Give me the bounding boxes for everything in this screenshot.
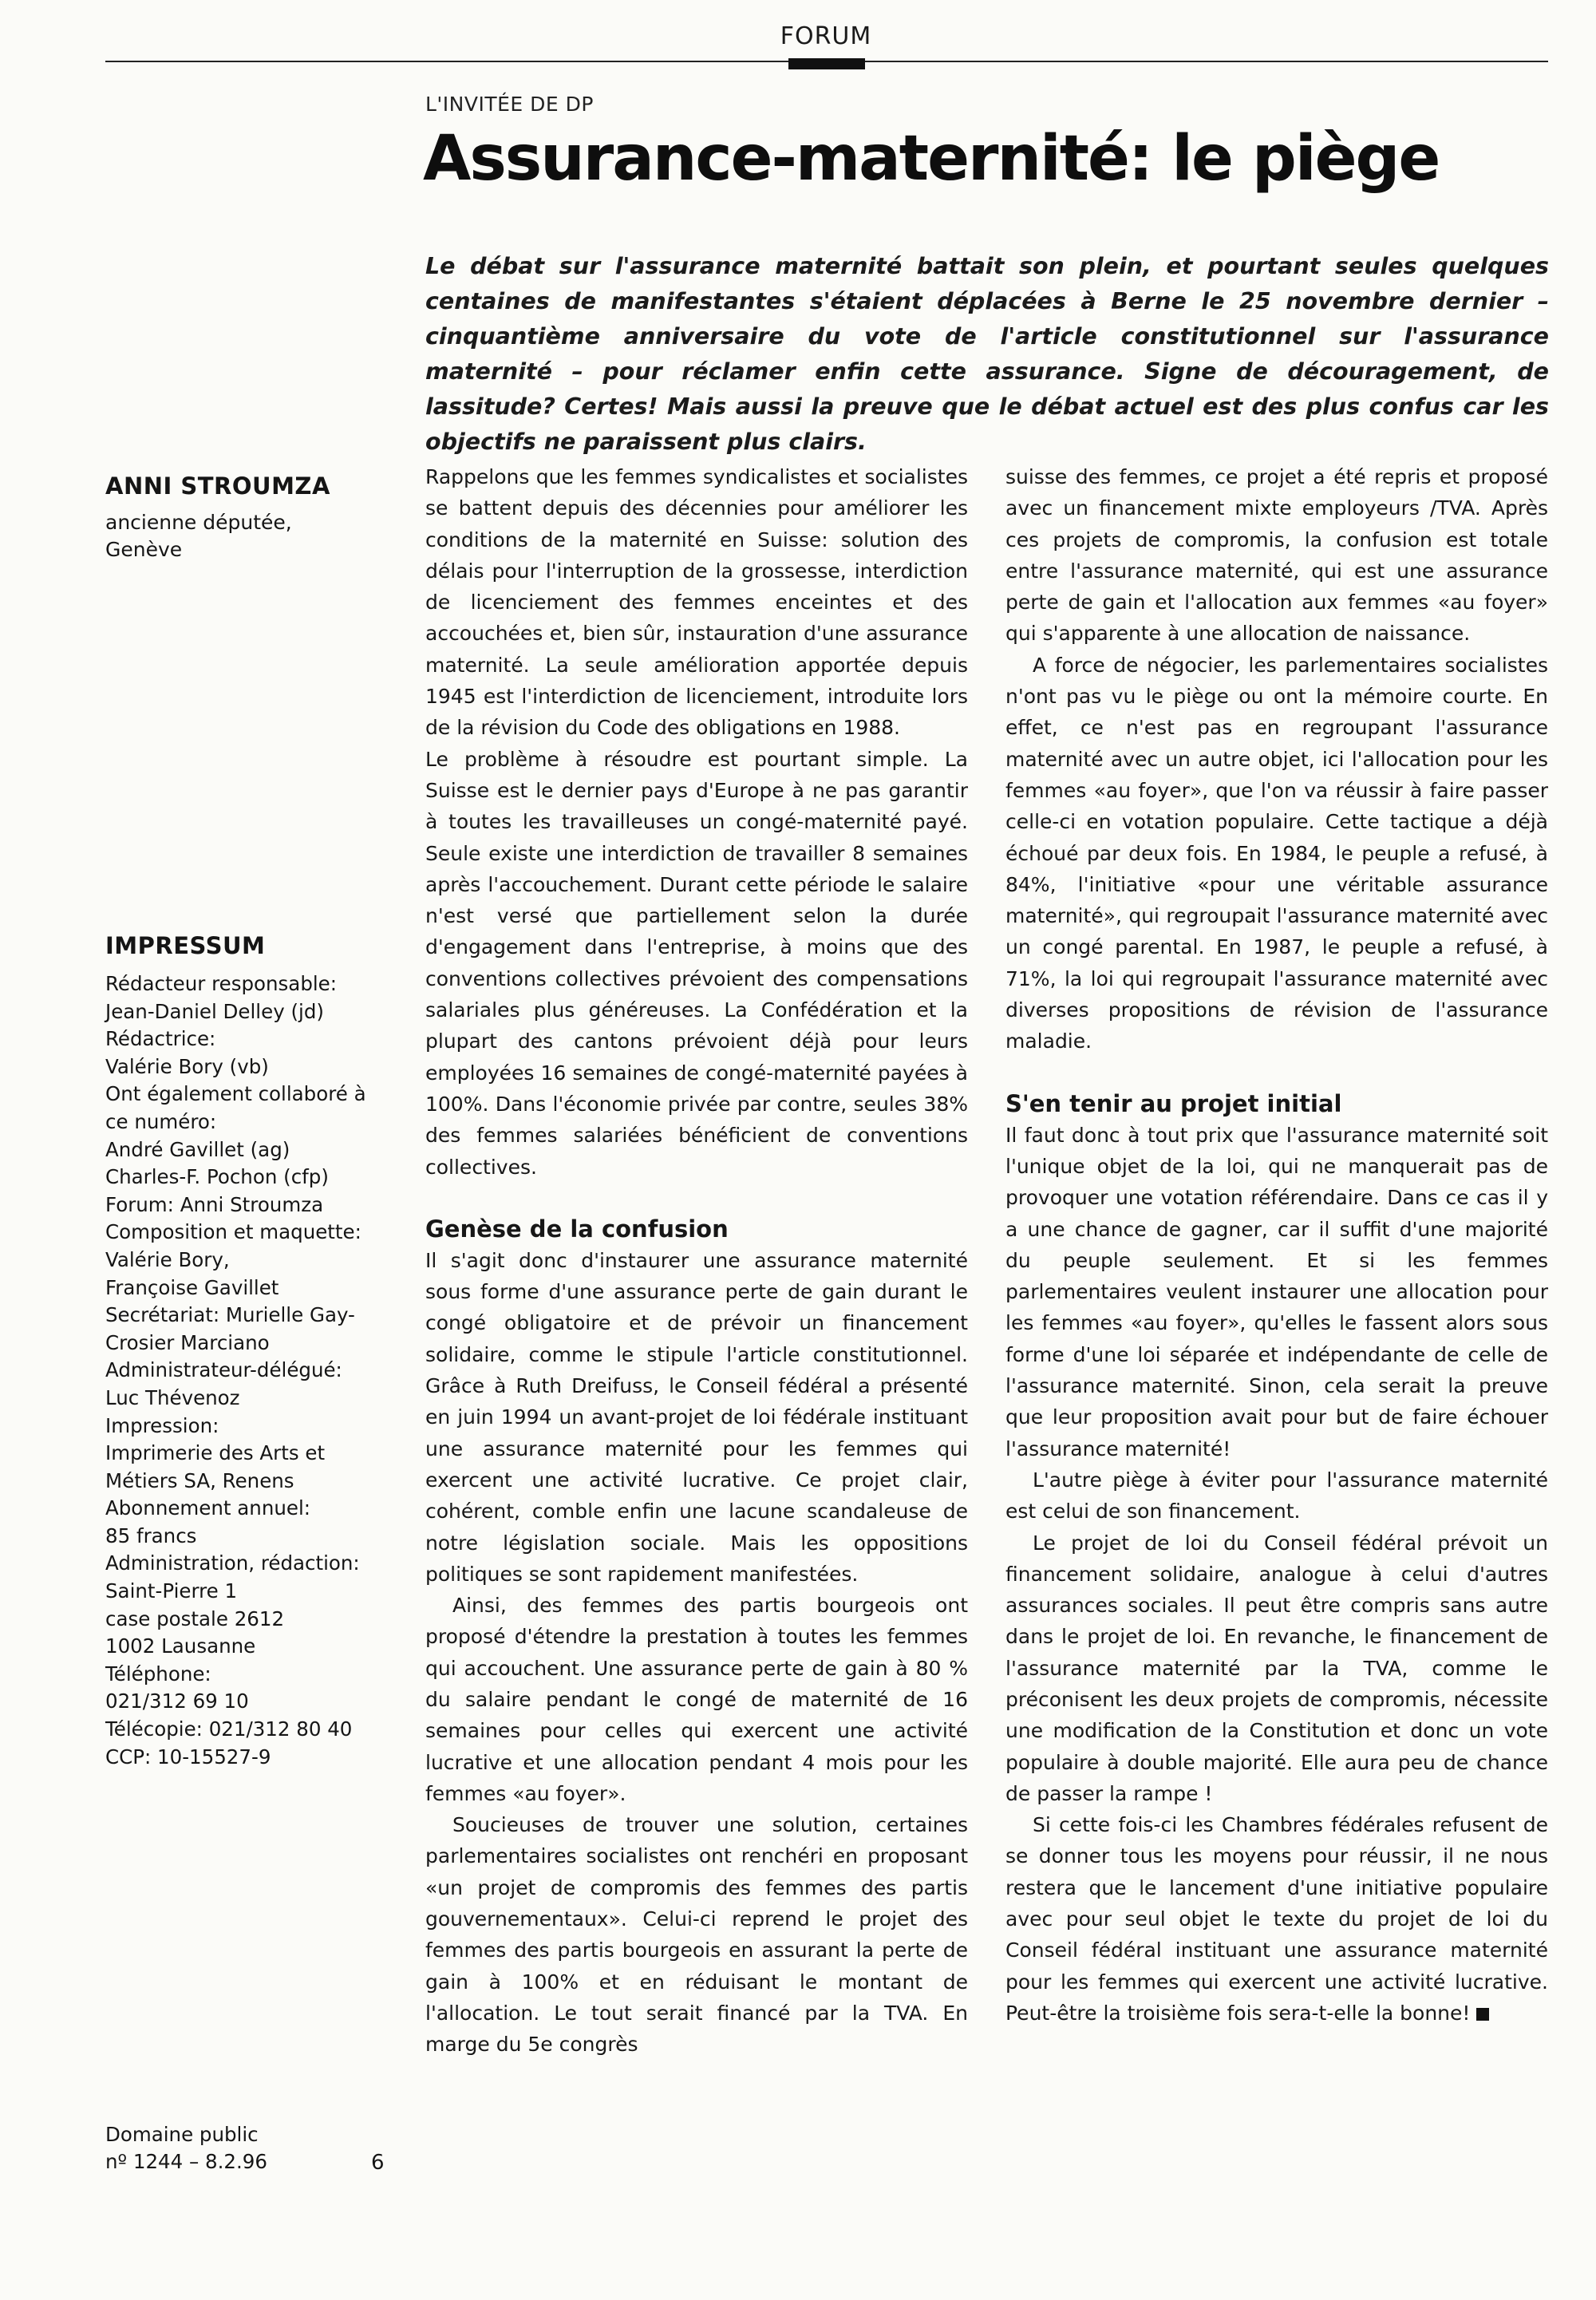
impressum-line: Téléphone: <box>105 1662 211 1685</box>
column1-paragraph-5: Soucieuses de trouver une solution, certaines parlementaires socialistes ont renchéri en proposant «un projet de compromis des femmes des partis gouvernementaux». Celui-ci reprend le projet des femmes des partis bourgeois en assurant la perte de gain à 100% et en réduisant le montant de l'allocation. Le tout serait financé par la TVA. En marge du 5e congrès <box>425 1813 968 2057</box>
impressum-line: André Gavillet (ag) <box>105 1137 290 1161</box>
impressum-line: Imprimerie des Arts et <box>105 1441 326 1465</box>
impressum-line: case postale 2612 <box>105 1606 285 1630</box>
impressum-line: Ont également collaboré à <box>105 1082 366 1106</box>
column2-subheading: S'en tenir au projet initial <box>1005 1089 1342 1117</box>
footer-issue: nº 1244 – 8.2.96 <box>105 2150 267 2173</box>
impressum-line: Administration, rédaction: <box>105 1551 360 1575</box>
article-column-1 <box>425 461 968 2061</box>
impressum-line: Impression: <box>105 1413 219 1437</box>
impressum-line: Jean-Daniel Delley (jd) <box>105 999 324 1023</box>
impressum-line: Métiers SA, Renens <box>105 1468 294 1492</box>
column2-paragraph-4: L'autre piège à éviter pour l'assurance maternité est celui de son financement. <box>1005 1468 1548 1523</box>
impressum-line: 85 francs <box>105 1523 197 1547</box>
impressum-line: Rédacteur responsable: <box>105 972 338 995</box>
column2-paragraph-6 <box>1005 1809 1548 2029</box>
end-of-article-mark <box>1476 2008 1489 2021</box>
column1-paragraph-1: Rappelons que les femmes syndicalistes et socialistes se battent depuis des décennies pour améliorer les conditions de la maternité en Suisse: solution des délais pour l'interruption de la grossesse, interdiction de licenciement des femmes enceintes et des accouchées et, bien sûr, instauration d'une assurance maternité. La seule amélioration apportée depuis 1945 est l'interdiction de licenciement, introduite lors de la révision du Code des obligations en 1988. <box>425 465 968 740</box>
impressum-line: ce numéro: <box>105 1109 217 1133</box>
impressum-line: Forum: Anni Stroumza <box>105 1192 324 1216</box>
author-role: ancienne députée, <box>105 511 292 534</box>
article-column-2 <box>1005 461 1548 2029</box>
column1-paragraph-3: Il s'agit donc d'instaurer une assurance maternité sous forme d'une assurance perte de gain durant le congé obligatoire et de prévoir un financement solidaire, comme le stipule l'article constitutionnel. Grâce à Ruth Dreifuss, le Conseil fédéral a présenté en juin 1994 un avant-projet de loi fédérale instituant une assurance maternité pour les femmes qui exercent une activité lucrative. Ce projet clair, cohérent, comble enfin une lacune scandaleuse de notre législation sociale. Mais les oppositions politiques se sont rapidement manifestées. <box>425 1248 968 1586</box>
impressum-line: CCP: 10-15527-9 <box>105 1745 271 1768</box>
page-number: 6 <box>371 2151 385 2175</box>
author-location: Genève <box>105 538 183 561</box>
impressum-line: Secrétariat: Murielle Gay- <box>105 1303 355 1327</box>
impressum-line: Abonnement annuel: <box>105 1496 311 1520</box>
impressum-line: Charles-F. Pochon (cfp) <box>105 1165 329 1189</box>
column2-paragraph-2: A force de négocier, les parlementaires socialistes n'ont pas vu le piège ou ont la mémoire courte. En effet, ce n'est pas en regroupant l'assurance maternité avec un autre objet, ici l'allocation pour les femmes «au foyer», que l'on va réussir à faire passer celle-ci en votation populaire. Cette tactique a déjà échoué par deux fois. En 1984, le peuple a refusé, à 84%, l'initiative «pour une véritable assurance maternité», qui regroupait l'assurance maternité avec un congé parental. En 1987, le peuple a refusé, à 71%, la loi qui regroupait l'assurance maternité avec diverses propositions de révision de l'assurance maladie. <box>1005 653 1548 1053</box>
column2-paragraph-6-text: Si cette fois-ci les Chambres fédérales refusent de se donner tous les moyens pour réussir, il ne nous restera que le lancement d'une initiative populaire avec pour seul objet le texte du projet de loi du Conseil fédéral instituant une assurance maternité pour les femmes qui exercent une activité lucrative. Peut-être la troisième fois sera-t-elle la bonne! <box>1005 1813 1548 2025</box>
impressum-line: Rédactrice: <box>105 1027 216 1051</box>
impressum-line: Crosier Marciano <box>105 1330 270 1354</box>
author-name: ANNI STROUMZA <box>105 472 330 500</box>
column1-paragraph-4: Ainsi, des femmes des partis bourgeois ont proposé d'étendre la prestation à toutes les femmes qui accouchent. Une assurance perte de gain à 80 % du salaire pendant le congé de maternité de 16 semaines pour celles qui exercent une activité lucrative et une allocation pendant 4 mois pour les femmes «au foyer». <box>425 1594 968 1805</box>
impressum-line: Administrateur-délégué: <box>105 1358 342 1382</box>
footer-publication: Domaine public <box>105 2123 259 2146</box>
column2-paragraph-5: Le projet de loi du Conseil fédéral prévoit un financement solidaire, analogue à celui d'autres assurances sociales. Il peut être compris sans autre dans le projet de loi. En revanche, le financement de l'assurance maternité par la TVA, comme le préconisent les deux projets de compromis, nécessite une modification de la Constitution et donc un vote populaire à double majorité. Elle aura peu de chance de passer la rampe ! <box>1005 1531 1548 1805</box>
impressum-line: Valérie Bory (vb) <box>105 1054 269 1078</box>
impressum-line: Télécopie: 021/312 80 40 <box>105 1717 353 1741</box>
column2-paragraph-1: suisse des femmes, ce projet a été repris et proposé avec un financement mixte employeurs /TVA. Après ces projets de compromis, la confusion est totale entre l'assurance maternité, qui est une assurance perte de gain et l'allocation aux femmes «au foyer» qui s'apparente à une allocation de naissance. <box>1005 465 1548 646</box>
column1-subheading: Genèse de la confusion <box>425 1215 729 1243</box>
impressum-line: 1002 Lausanne <box>105 1634 256 1658</box>
impressum-line: Composition et maquette: <box>105 1220 361 1244</box>
impressum-block <box>105 932 393 1771</box>
impressum-line: Françoise Gavillet <box>105 1275 279 1299</box>
impressum-title: IMPRESSUM <box>105 932 266 959</box>
section-label: FORUM <box>780 22 872 50</box>
impressum-lines <box>105 970 393 1771</box>
column1-paragraph-2: Le problème à résoudre est pourtant simple. La Suisse est le dernier pays d'Europe à ne pas garantir à toutes les travailleuses un congé-maternité payé. Seule existe une interdiction de travailler 8 semaines après l'accouchement. Durant cette période le salaire n'est versé que partiellement selon la durée d'engagement dans l'entreprise, à moins que des conventions collectives prévoient des compensations salariales plus généreuses. La Confédération et la plupart des cantons prévoient déjà pour leurs employées 16 semaines de congé-maternité payées à 100%. Dans l'économie privée par contre, seules 38% des femmes salariées bénéficient de conventions collectives. <box>425 747 968 1179</box>
article-title: Assurance-maternité: le piège <box>423 123 1440 195</box>
impressum-line: 021/312 69 10 <box>105 1689 249 1713</box>
author-block <box>105 472 393 563</box>
impressum-line: Valérie Bory, <box>105 1247 230 1271</box>
article-kicker: L'INVITÉE DE DP <box>425 93 594 116</box>
article-lead: Le débat sur l'assurance maternité battait son plein, et pourtant seules quelques centaines de manifestantes s'étaient déplacées à Berne le 25 novembre dernier – cinquantième anniversaire du vote de l'article constitutionnel sur l'assurance maternité – pour réclamer enfin cette assurance. Signe de découragement, de lassitude? Certes! Mais aussi la preuve que le débat actuel est des plus confus car les objectifs ne paraissent plus clairs. <box>425 253 1549 455</box>
header-tab-marker <box>788 58 865 69</box>
column2-paragraph-3: Il faut donc à tout prix que l'assurance maternité soit l'unique objet de la loi, qui ne manquerait pas de provoquer une votation référendaire. Dans ce cas il y a une chance de gagner, car il suffit d'une majorité du peuple seulement. Et si les femmes parlementaires veulent instaurer une allocation pour les femmes «au foyer», qu'elles le fassent alors sous forme d'une loi séparée et indépendante de celle de l'assurance maternité. Sinon, cela serait la preuve que leur proposition avait pour but de faire échouer l'assurance maternité! <box>1005 1123 1548 1460</box>
impressum-line: Saint-Pierre 1 <box>105 1579 238 1603</box>
footer-block <box>105 2121 393 2176</box>
impressum-line: Luc Thévenoz <box>105 1385 240 1409</box>
